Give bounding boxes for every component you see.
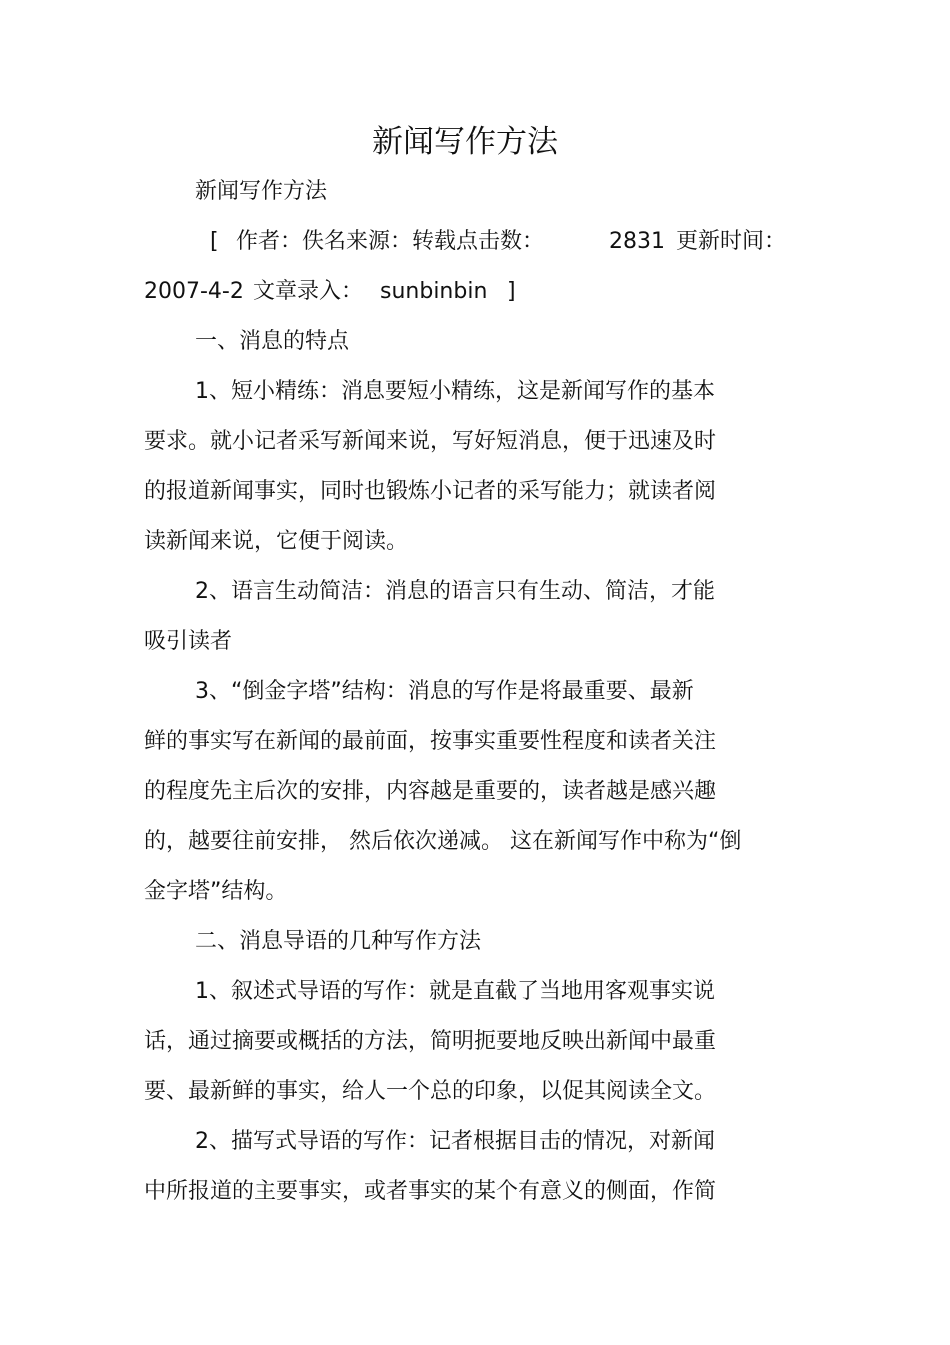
meta-entry-label: 文章录入： bbox=[253, 279, 364, 304]
paragraph-line: 1、短小精练：消息要短小精练，这是新闻写作的基本 bbox=[195, 379, 715, 404]
meta-click-count: 2831 bbox=[609, 229, 665, 254]
meta-bracket-open: [ bbox=[210, 229, 219, 254]
document-title: 新闻写作方法 bbox=[372, 124, 558, 160]
meta-date: 2007-4-2 bbox=[144, 279, 244, 304]
paragraph-line: 1、叙述式导语的写作：就是直截了当地用客观事实说 bbox=[195, 979, 715, 1004]
section-heading-1: 一、消息的特点 bbox=[195, 329, 350, 354]
meta-line-1 bbox=[0, 226, 950, 258]
paragraph-line: 要求。就小记者采写新闻来说，写好短消息，便于迅速及时 bbox=[144, 429, 717, 454]
paragraph-line: 中所报道的主要事实，或者事实的某个有意义的侧面，作简 bbox=[144, 1179, 717, 1204]
meta-author-source-clicks: 作者：佚名来源：转载点击数： bbox=[236, 229, 545, 254]
paragraph-line: 话，通过摘要或概括的方法，简明扼要地反映出新闻中最重 bbox=[144, 1029, 717, 1054]
paragraph-line: 金字塔”结构。 bbox=[144, 879, 288, 904]
paragraph-line: 的报道新闻事实，同时也锻炼小记者的采写能力；就读者阅 bbox=[144, 479, 717, 504]
paragraph-line: 要、最新鲜的事实，给人一个总的印象，以促其阅读全文。 bbox=[144, 1079, 717, 1104]
paragraph-line: 2、描写式导语的写作：记者根据目击的情况，对新闻 bbox=[195, 1129, 715, 1154]
paragraph-line: 的程度先主后次的安排，内容越是重要的，读者越是感兴趣 bbox=[144, 779, 717, 804]
paragraph-line: 吸引读者 bbox=[144, 629, 233, 654]
meta-update-label: 更新时间： bbox=[676, 229, 787, 254]
paragraph-line: 鲜的事实写在新闻的最前面，按事实重要性程度和读者关注 bbox=[144, 729, 717, 754]
paragraph-line: 2、语言生动简洁：消息的语言只有生动、简洁，才能 bbox=[195, 579, 715, 604]
paragraph-line: 3、“倒金字塔”结构：消息的写作是将最重要、最新 bbox=[195, 679, 694, 704]
meta-line-2 bbox=[0, 276, 950, 308]
section-heading-2: 二、消息导语的几种写作方法 bbox=[195, 929, 482, 954]
document-subtitle: 新闻写作方法 bbox=[195, 179, 328, 204]
paragraph-line: 的，越要往前安排， 然后依次递减。 这在新闻写作中称为“倒 bbox=[144, 829, 742, 854]
meta-bracket-close: ] bbox=[507, 279, 516, 304]
paragraph-line: 读新闻来说，它便于阅读。 bbox=[144, 529, 409, 554]
meta-entry-user: sunbinbin bbox=[380, 279, 488, 304]
